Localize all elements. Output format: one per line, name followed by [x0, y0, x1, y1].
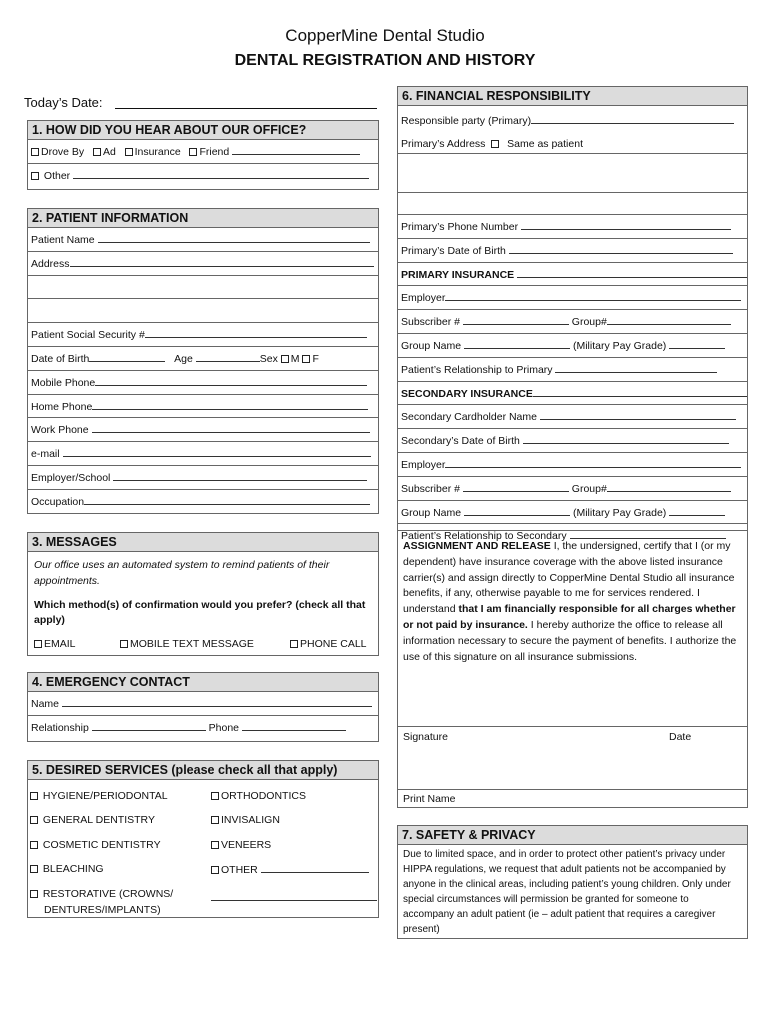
- print-name-label: Print Name: [403, 793, 456, 805]
- checkbox-email[interactable]: [34, 640, 42, 648]
- field-label: PRIMARY INSURANCE: [401, 268, 515, 281]
- checkbox-female[interactable]: [302, 355, 310, 363]
- checkbox-bleaching[interactable]: [30, 865, 38, 873]
- form-title: DENTAL REGISTRATION AND HISTORY: [234, 52, 536, 69]
- primary-address-line-1[interactable]: [398, 154, 747, 193]
- field-label: Employer: [401, 458, 446, 471]
- primary-phone-field[interactable]: [521, 220, 731, 230]
- safety-privacy-text: Due to limited space, and in order to protect other patient’s privacy under HIPPA regulations, we request that adult patients not be accompanied by anyone in the clinical areas, including patient’s young children. Only under special circumstances will permission be granted for someone to accompany an adult patient (ie – adult patient that requires a caregiver present): [403, 849, 731, 935]
- option-label: ORTHODONTICS: [221, 790, 306, 802]
- field-label: Primary’s Phone Number: [401, 221, 519, 233]
- primary-insurance-field[interactable]: [517, 268, 747, 278]
- option-label: RESTORATIVE (CROWNS/: [42, 888, 174, 900]
- option-label: Other: [43, 169, 71, 182]
- option-label: Insurance: [134, 146, 181, 158]
- field-label: Subscriber #: [401, 316, 460, 329]
- secondary-name-row: [398, 405, 747, 429]
- primary-subscriber-field[interactable]: [463, 315, 569, 325]
- todays-date-label: Today’s Date:: [24, 95, 103, 110]
- email-row: [28, 442, 378, 466]
- secondary-pay-grade-field[interactable]: [669, 506, 725, 516]
- field-label: Group#: [571, 316, 607, 329]
- responsible-party-block: [398, 106, 747, 154]
- date-label: Date: [669, 731, 692, 743]
- secondary-group-number-field[interactable]: [607, 482, 731, 492]
- field-label: Age: [174, 352, 193, 365]
- emergency-relationship-row: [28, 716, 378, 740]
- field-label: (Military Pay Grade): [572, 506, 667, 519]
- option-label: DENTURES/IMPLANTS): [44, 904, 161, 916]
- responsible-party-field[interactable]: [531, 114, 734, 124]
- other-service-field[interactable]: [261, 863, 369, 873]
- field-label: Mobile Phone: [31, 376, 96, 389]
- checkbox-male[interactable]: [281, 355, 289, 363]
- primary-employer-field[interactable]: [445, 291, 741, 301]
- email-field[interactable]: [63, 447, 371, 457]
- field-label: Work Phone: [31, 424, 89, 437]
- secondary-cardholder-field[interactable]: [540, 410, 736, 420]
- section-how-heard: [27, 120, 379, 190]
- option-label: F: [312, 352, 319, 365]
- patient-name-field[interactable]: [98, 233, 370, 243]
- section-safety-privacy: [397, 825, 748, 939]
- secondary-insurance-field[interactable]: [533, 387, 747, 397]
- field-label: Date of Birth: [31, 352, 90, 365]
- secondary-group-name-field[interactable]: [464, 506, 570, 516]
- address-field[interactable]: [70, 257, 374, 267]
- section-assignment-release: [397, 531, 748, 808]
- ssn-field[interactable]: [145, 328, 367, 338]
- assignment-lead: ASSIGNMENT AND RELEASE: [403, 540, 551, 552]
- work-phone-field[interactable]: [92, 423, 370, 433]
- field-label: Occupation: [31, 495, 85, 508]
- mobile-phone-field[interactable]: [95, 376, 367, 386]
- employer-row: [28, 466, 378, 490]
- emergency-phone-field[interactable]: [242, 721, 346, 731]
- mobile-row: [28, 371, 378, 395]
- heard-options-row: [28, 140, 378, 164]
- primary-insurance-row: [398, 263, 747, 287]
- section-emergency-contact: [27, 672, 379, 742]
- messages-question: Which method(s) of confirmation would you prefer? (check all that apply): [34, 598, 366, 627]
- field-label: Patient Name: [31, 234, 95, 246]
- section-heading: 2. PATIENT INFORMATION: [28, 209, 378, 228]
- checkbox-ad[interactable]: [93, 148, 101, 156]
- section-messages: [27, 532, 379, 656]
- option-label: Friend: [199, 146, 230, 158]
- primary-group-name-row: [398, 334, 747, 358]
- secondary-dob-row: [398, 429, 747, 453]
- secondary-dob-field[interactable]: [523, 434, 729, 444]
- address-row: [28, 252, 378, 276]
- option-label: MOBILE TEXT MESSAGE: [130, 638, 254, 651]
- primary-relationship-row: [398, 358, 747, 382]
- signature-line: [398, 726, 747, 727]
- signature-field[interactable]: [398, 745, 747, 789]
- assignment-body-2: I hereby authorize the office to release all information necessary to secure the payment of benefits. I authorize the use of this signature on all insurance submissions.: [403, 618, 737, 663]
- signature-label: Signature: [403, 731, 448, 743]
- home-phone-field[interactable]: [92, 400, 368, 410]
- field-label: Relationship: [31, 721, 89, 734]
- option-label: VENEERS: [221, 839, 272, 851]
- checkbox-restorative[interactable]: [30, 890, 38, 898]
- section-desired-services: [27, 760, 379, 918]
- field-label: Employer: [401, 292, 446, 305]
- section-financial-responsibility: [397, 86, 748, 543]
- patient-name-row: [28, 228, 378, 252]
- primary-subscriber-row: [398, 310, 747, 334]
- secondary-insurance-row: [398, 382, 747, 406]
- studio-name: CopperMine Dental Studio: [285, 26, 485, 45]
- checkbox-veneers[interactable]: [211, 841, 219, 849]
- checkbox-other-service[interactable]: [211, 866, 219, 874]
- field-label: Employer/School: [31, 471, 111, 484]
- field-label: Patient’s Relationship to Primary: [401, 363, 553, 376]
- option-label: INVISALIGN: [221, 814, 280, 826]
- secondary-employer-row: [398, 453, 747, 477]
- checkbox-same-as-patient[interactable]: [491, 140, 499, 148]
- field-label: Home Phone: [31, 400, 93, 413]
- todays-date-field[interactable]: [115, 108, 377, 109]
- section-heading: 6. FINANCIAL RESPONSIBILITY: [398, 87, 747, 106]
- primary-group-name-field[interactable]: [464, 339, 570, 349]
- other-field[interactable]: [73, 169, 369, 179]
- field-label: Group#: [571, 482, 607, 495]
- option-label: Ad: [102, 146, 116, 158]
- address-line-2[interactable]: [28, 276, 378, 300]
- option-label: M: [290, 352, 300, 365]
- option-label: Same as patient: [507, 138, 583, 150]
- secondary-subscriber-row: [398, 477, 747, 501]
- occupation-row: [28, 490, 378, 514]
- occupation-field[interactable]: [84, 495, 370, 505]
- checkbox-invisalign[interactable]: [211, 816, 219, 824]
- primary-phone-row: [398, 215, 747, 239]
- field-label: Group Name: [401, 506, 462, 519]
- option-label: GENERAL DENTISTRY: [42, 814, 155, 826]
- field-label: Group Name: [401, 339, 462, 352]
- heard-other-row: [28, 164, 378, 188]
- primary-dob-row: [398, 239, 747, 263]
- field-label: Responsible party (Primary): [401, 115, 532, 127]
- field-label: Address: [31, 257, 70, 270]
- primary-address-line-2[interactable]: [398, 193, 747, 215]
- checkbox-other[interactable]: [31, 172, 39, 180]
- checkbox-mobile-text[interactable]: [120, 640, 128, 648]
- age-field[interactable]: [196, 352, 260, 362]
- relationship-field[interactable]: [92, 721, 206, 731]
- section-heading: 4. EMERGENCY CONTACT: [28, 673, 378, 692]
- secondary-employer-field[interactable]: [445, 458, 741, 468]
- other-service-line-2[interactable]: [211, 900, 377, 901]
- primary-dob-field[interactable]: [509, 244, 733, 254]
- dob-field[interactable]: [89, 352, 165, 362]
- friend-name-field[interactable]: [232, 145, 360, 155]
- option-label: EMAIL: [44, 638, 76, 651]
- field-label: (Military Pay Grade): [572, 339, 667, 352]
- option-label: COSMETIC DENTISTRY: [42, 839, 161, 851]
- option-label: BLEACHING: [42, 863, 104, 875]
- field-label: Secondary’s Date of Birth: [401, 435, 520, 448]
- print-name-line: [398, 789, 747, 790]
- secondary-group-name-row: [398, 501, 747, 525]
- checkbox-insurance[interactable]: [125, 148, 133, 156]
- emergency-name-row: [28, 692, 378, 716]
- option-label: HYGIENE/PERIODONTAL: [42, 790, 168, 802]
- assignment-text: [398, 531, 747, 665]
- checkbox-hygiene[interactable]: [30, 792, 38, 800]
- checkbox-orthodontics[interactable]: [211, 792, 219, 800]
- confirmation-options: [28, 633, 378, 655]
- checkbox-friend[interactable]: [189, 148, 197, 156]
- field-label: SECONDARY INSURANCE: [401, 387, 533, 400]
- checkbox-cosmetic[interactable]: [30, 841, 38, 849]
- section-patient-info: [27, 208, 379, 514]
- primary-employer-row: [398, 286, 747, 310]
- field-label: Sex: [259, 352, 278, 365]
- employer-field[interactable]: [113, 471, 367, 481]
- home-row: [28, 395, 378, 419]
- assignment-financial-clause: that I am financially responsible for all charges whether or not paid by insurance.: [403, 603, 736, 631]
- address-line-3[interactable]: [28, 299, 378, 323]
- primary-group-number-field[interactable]: [607, 315, 731, 325]
- checkbox-drove-by[interactable]: [31, 148, 39, 156]
- field-label: e-mail: [31, 448, 60, 461]
- field-label: Name: [31, 698, 60, 710]
- assignment-body-1: I, the undersigned, certify that I (or my dependent) have insurance coverage with the above listed insurance carrier(s) and assign directly to CopperMine Dental Studio all insurance benefits, if any, otherwise payable to me for services rendered. I understand: [403, 540, 735, 616]
- checkbox-general[interactable]: [30, 816, 38, 824]
- field-label: Patient’s Relationship to Secondary: [401, 530, 567, 543]
- dob-row: [28, 347, 378, 371]
- section-heading: 5. DESIRED SERVICES (please check all that apply): [28, 761, 378, 780]
- field-label: Patient Social Security #: [31, 329, 145, 342]
- primary-pay-grade-field[interactable]: [669, 339, 725, 349]
- primary-relationship-field[interactable]: [555, 363, 717, 373]
- section-heading: 3. MESSAGES: [28, 533, 378, 552]
- option-label: Drove By: [41, 146, 85, 158]
- field-label: Subscriber #: [401, 482, 460, 495]
- checkbox-phone-call[interactable]: [290, 640, 298, 648]
- field-label: Primary’s Date of Birth: [401, 244, 506, 257]
- emergency-name-field[interactable]: [62, 697, 372, 707]
- option-label: PHONE CALL: [300, 638, 367, 651]
- option-label: OTHER: [221, 864, 258, 876]
- ssn-row: [28, 323, 378, 347]
- field-label: Primary’s Address: [401, 138, 486, 150]
- work-row: [28, 418, 378, 442]
- section-heading: 1. HOW DID YOU HEAR ABOUT OUR OFFICE?: [28, 121, 378, 140]
- section-heading: 7. SAFETY & PRIVACY: [398, 826, 747, 845]
- field-label: Phone: [208, 721, 240, 734]
- secondary-subscriber-field[interactable]: [463, 482, 569, 492]
- messages-note: Our office uses an automated system to remind patients of their appointments.: [34, 559, 330, 587]
- field-label: Secondary Cardholder Name: [401, 411, 537, 424]
